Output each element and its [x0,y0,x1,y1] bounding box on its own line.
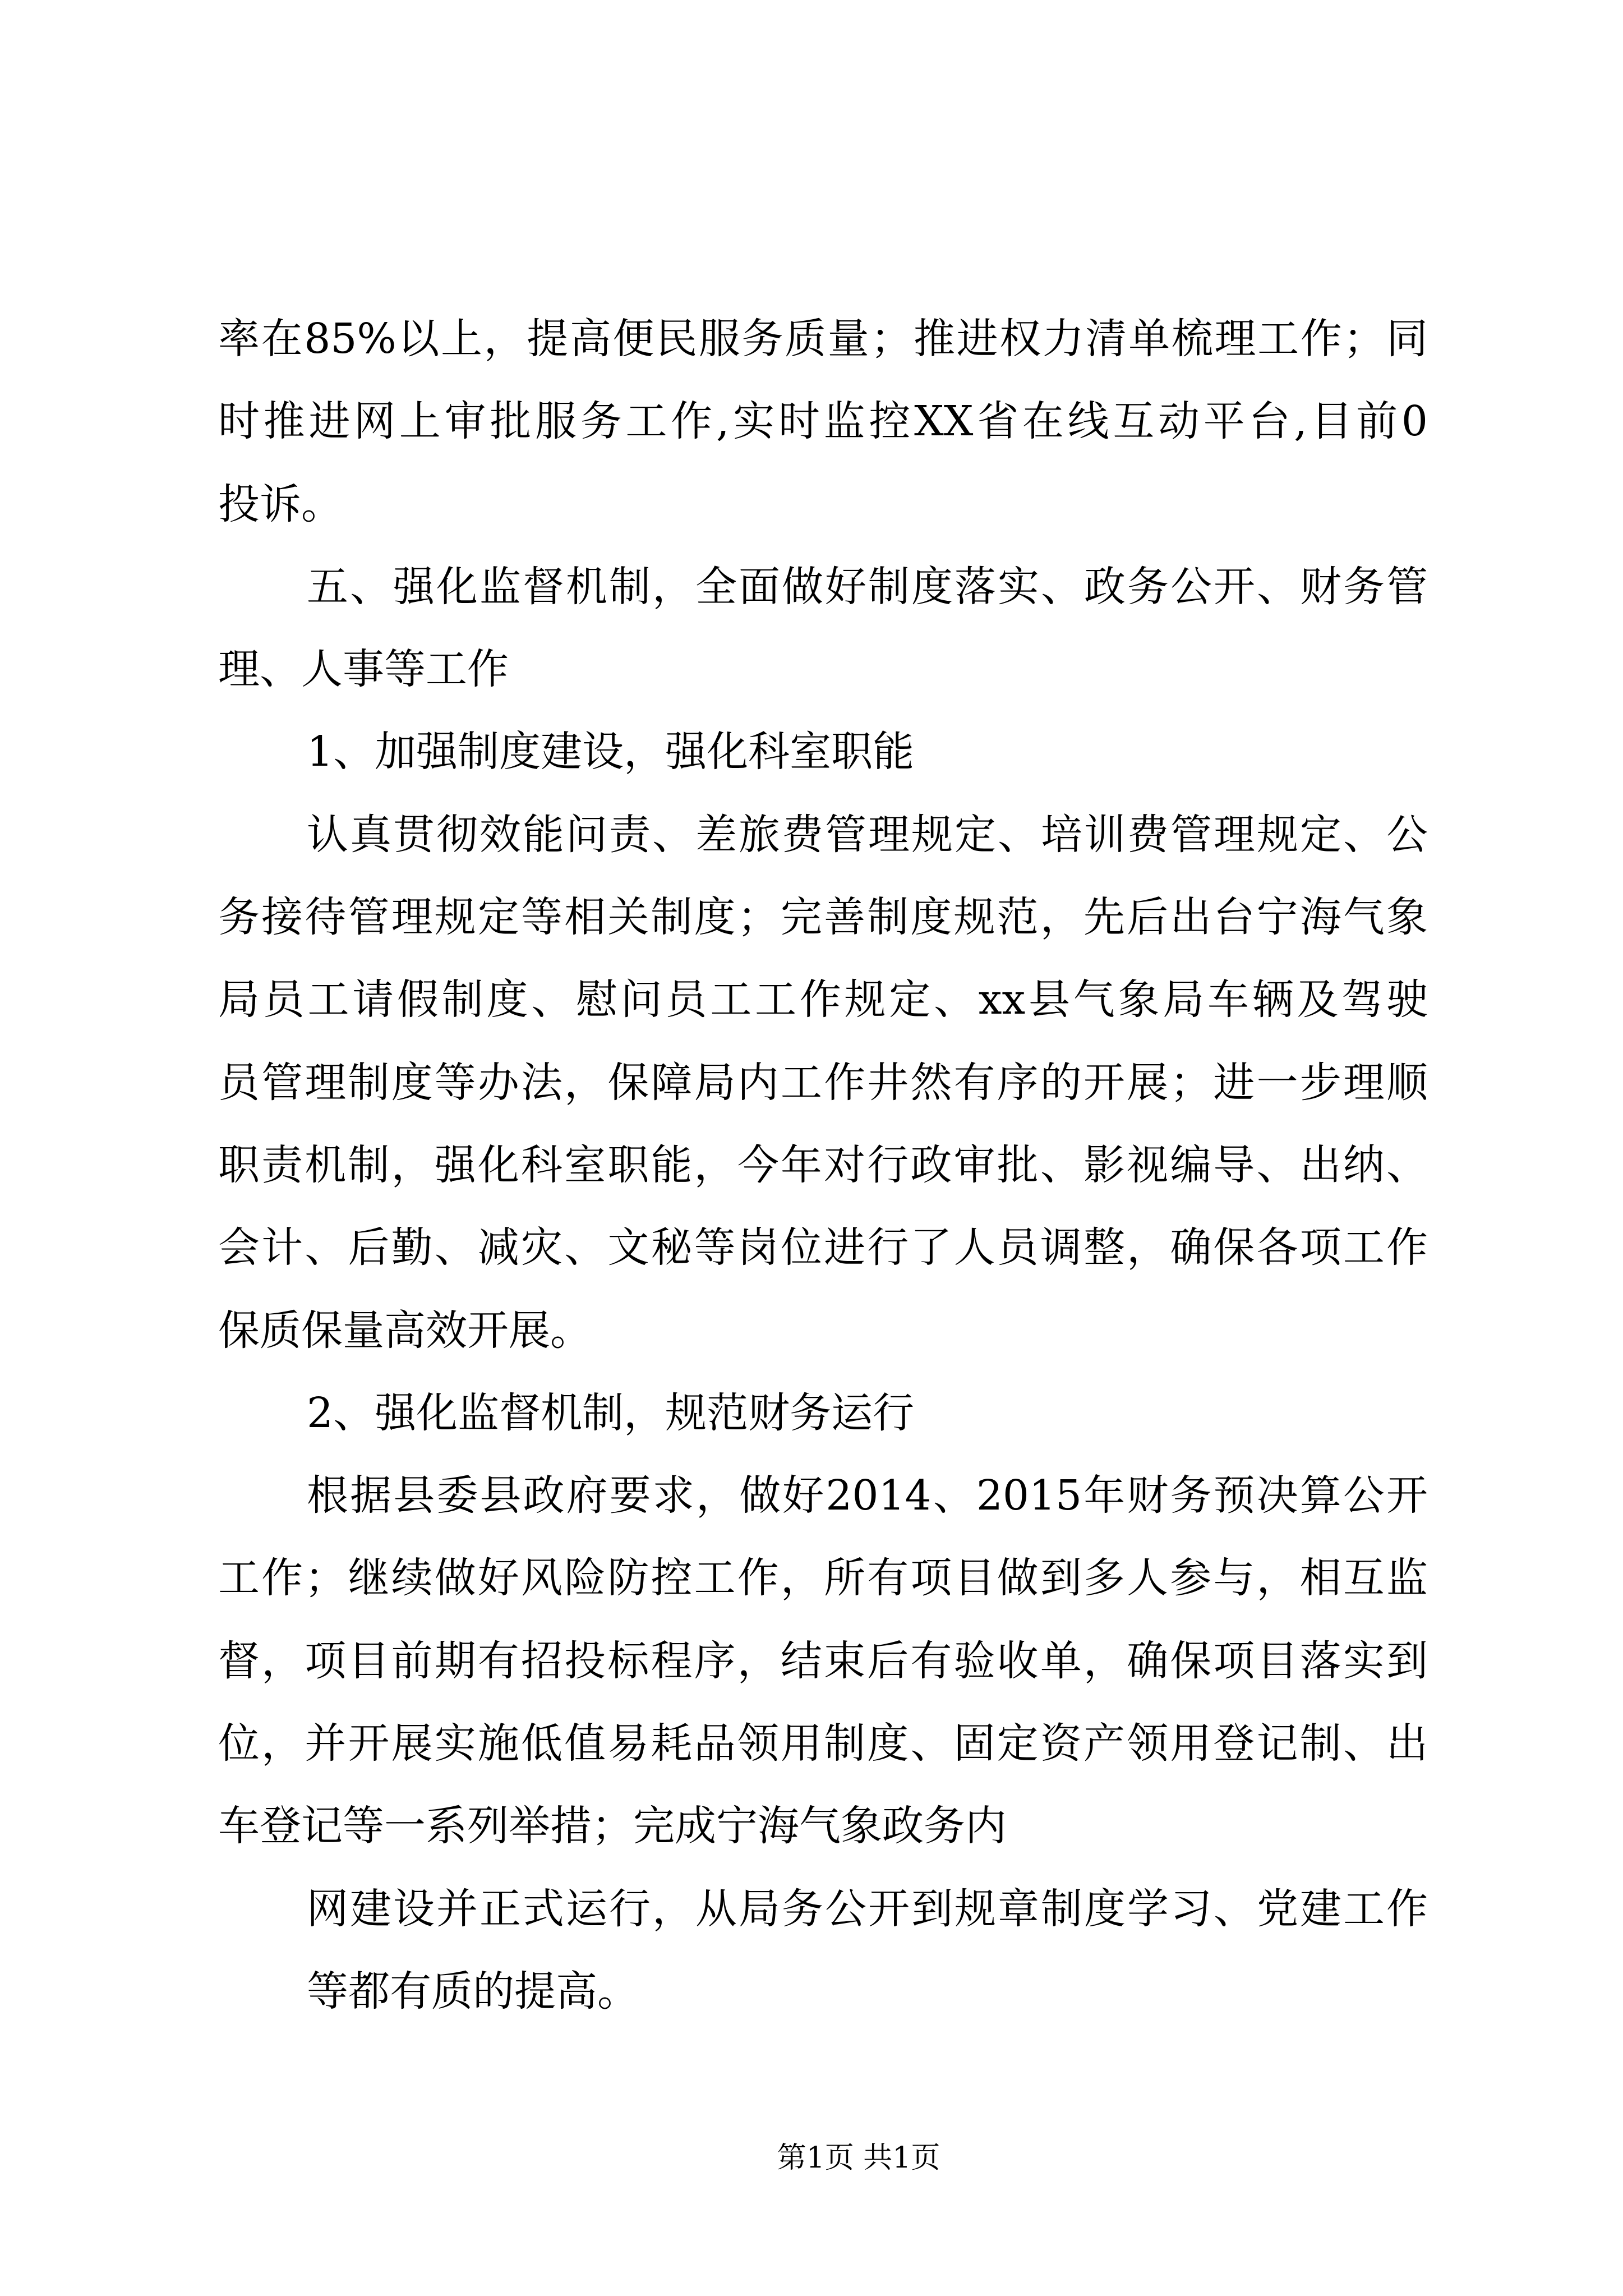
paragraph-line: 务接待管理规定等相关制度；完善制度规范，先后出台宁海气象 [218,893,1428,942]
paragraph-line: 车登记等一系列举措；完成宁海气象政务内 [218,1802,1007,1851]
paragraph-line: 职责机制，强化科室职能，今年对行政审批、影视编导、出纳、 [218,1140,1428,1189]
paragraph-line: 根据县委县政府要求，做好2014、2015年财务预决算公开 [307,1471,1428,1520]
subsection-heading-2 [218,1372,1428,1455]
page-number-footer: 第1页 共1页 [777,2141,940,2175]
paragraph-line: 认真贯彻效能问责、差旅费管理规定、培训费管理规定、公 [307,810,1428,859]
paragraph-line: 局员工请假制度、慰问员工工作规定、xx县气象局车辆及驾驶 [218,976,1428,1024]
paragraph-line: 等都有质的提高。 [307,1967,639,2016]
subsection-heading-1 [218,711,1428,793]
document-body [218,298,1428,2033]
heading-line: 理、人事等工作 [218,645,509,694]
paragraph-line: 工作；继续做好风险防控工作，所有项目做到多人参与，相互监 [218,1554,1428,1603]
paragraph-line: 网建设并正式运行，从局务公开到规章制度学习、党建工作 [307,1884,1428,1933]
paragraph [218,794,1428,1372]
heading-line: 1、加强制度建设，强化科室职能 [307,728,915,776]
paragraph-line: 投诉。 [218,480,343,528]
paragraph-line: 会计、后勤、减灾、文秘等岗位进行了人员调整，确保各项工作 [218,1223,1428,1272]
heading-line: 2、强化监督机制，规范财务运行 [307,1388,915,1437]
paragraph-line: 员管理制度等办法，保障局内工作井然有序的开展；进一步理顺 [218,1058,1428,1107]
heading-line: 五、强化监督机制，全面做好制度落实、政务公开、财务管 [307,562,1428,611]
paragraph [218,1868,1428,2033]
section-heading [218,546,1428,711]
paragraph [218,1455,1428,1867]
paragraph-line: 督，项目前期有招投标程序，结束后有验收单，确保项目落实到 [218,1636,1428,1685]
paragraph-line: 率在85%以上，提高便民服务质量；推进权力清单梳理工作；同 [218,315,1428,363]
paragraph-line: 保质保量高效开展。 [218,1306,592,1355]
paragraph-continuation [218,298,1428,546]
paragraph-line: 时推进网上审批服务工作,实时监控XX省在线互动平台,目前0 [218,397,1428,446]
paragraph-line: 位，并开展实施低值易耗品领用制度、固定资产领用登记制、出 [218,1719,1428,1768]
